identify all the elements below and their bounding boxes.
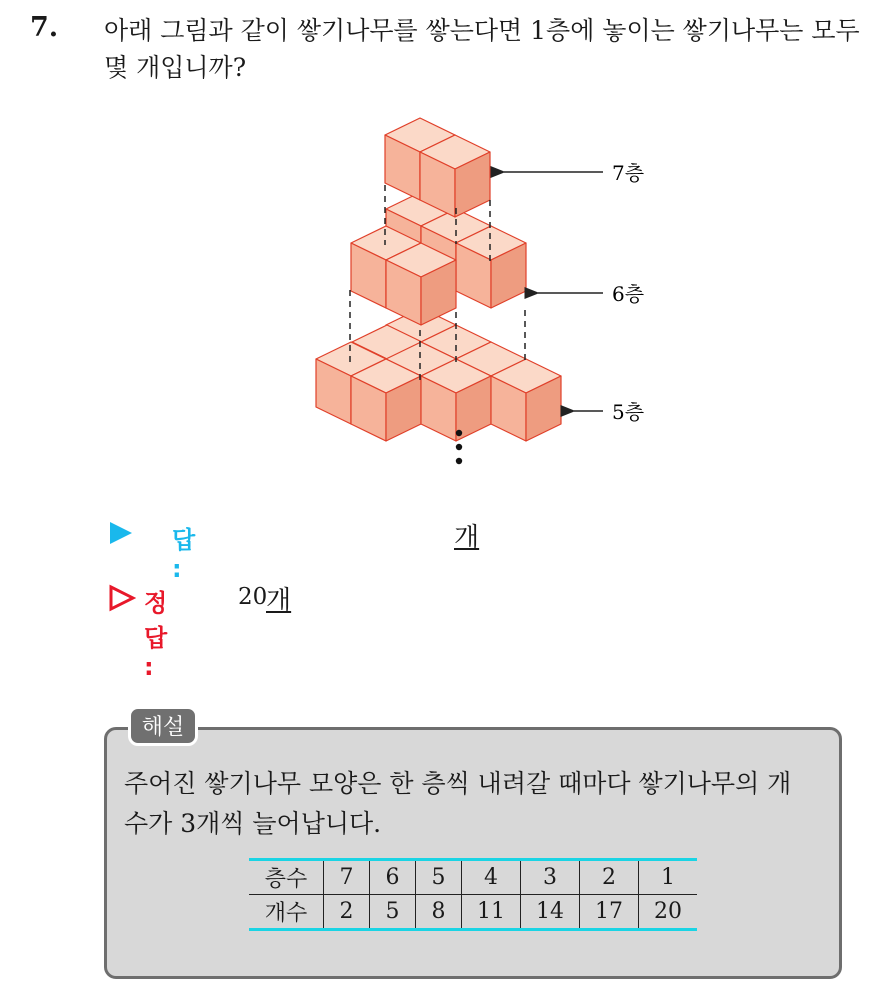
explanation-line-2: 수가 3개씩 늘어납니다. bbox=[124, 809, 382, 838]
cube bbox=[420, 135, 490, 217]
level-label-5: 5층 bbox=[612, 400, 645, 424]
level-label-6: 6층 bbox=[612, 282, 645, 306]
cube bbox=[491, 359, 561, 441]
question-line-2: 몇 개입니까? bbox=[104, 53, 247, 82]
table-cell-count: 5 bbox=[370, 895, 416, 930]
table-cell-floor: 1 bbox=[639, 860, 698, 895]
cube bbox=[421, 359, 491, 441]
level-label-7: 7층 bbox=[612, 161, 645, 185]
table-cell-count: 17 bbox=[580, 895, 639, 930]
play-triangle-icon bbox=[108, 520, 134, 552]
table-header-floors: 층수 bbox=[249, 860, 324, 895]
cube bbox=[351, 359, 421, 441]
table-row-counts bbox=[249, 895, 697, 930]
answer-unit: 개 bbox=[454, 523, 480, 553]
question-line-1: 아래 그림과 같이 쌓기나무를 쌓는다면 1층에 놓이는 쌓기나무는 모두 bbox=[104, 16, 860, 45]
table-cell-floor: 2 bbox=[580, 860, 639, 895]
outline-triangle-icon bbox=[108, 584, 136, 618]
correct-answer-unit: 개 bbox=[266, 586, 292, 616]
table-cell-floor: 5 bbox=[416, 860, 462, 895]
correct-answer-label: 정답 : bbox=[144, 589, 168, 681]
table-cell-count: 8 bbox=[416, 895, 462, 930]
answer-label: 답 : bbox=[172, 526, 196, 583]
floor-count-table bbox=[249, 858, 697, 931]
dots bbox=[456, 430, 462, 464]
table-cell-count: 20 bbox=[639, 895, 698, 930]
table-cell-floor: 3 bbox=[521, 860, 580, 895]
table-row-floors bbox=[249, 860, 697, 895]
cube bbox=[456, 226, 526, 308]
table-cell-floor: 6 bbox=[370, 860, 416, 895]
table-cell-count: 11 bbox=[462, 895, 521, 930]
question-number: 7. bbox=[30, 12, 59, 43]
table-cell-count: 2 bbox=[324, 895, 370, 930]
table-cell-count: 14 bbox=[521, 895, 580, 930]
explanation-text bbox=[124, 764, 829, 844]
table-header-counts: 개수 bbox=[249, 895, 324, 930]
correct-answer-value: 20 bbox=[238, 584, 268, 610]
explanation-line-1: 주어진 쌓기나무 모양은 한 층씩 내려갈 때마다 쌓기나무의 개 bbox=[124, 769, 792, 798]
table-cell-floor: 4 bbox=[462, 860, 521, 895]
explanation-tag: 해설 bbox=[128, 706, 198, 746]
cube bbox=[386, 243, 456, 325]
table-cell-floor: 7 bbox=[324, 860, 370, 895]
cube-stack bbox=[316, 118, 561, 441]
